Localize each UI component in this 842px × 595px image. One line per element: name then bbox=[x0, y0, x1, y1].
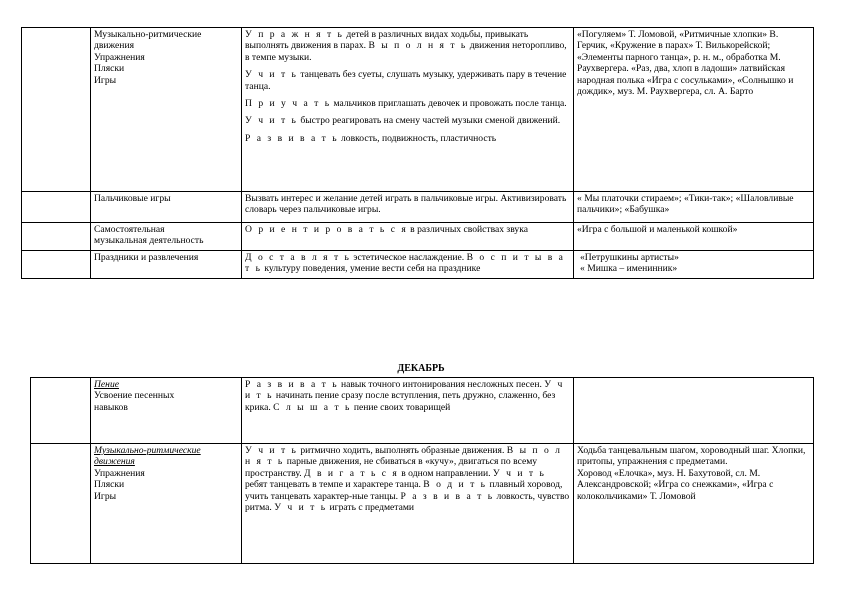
repertoire-text: «Погуляем» Т. Ломовой, «Ритмичные хлопки» В. Герчик, «Кружение в парах» Т. Вилькорейской; «Элементы парного танца», р. н. м., обработка М. Раухвергера. «Раз, два, хлоп в ладоши» латвийская народная полька «Игра с сосульками», «Солнышко и дождик», муз. М. Раухвергера, сл. А. Барто bbox=[577, 29, 794, 98]
emphasized-verb: О р и е н т и р о в а т ь с я bbox=[245, 224, 408, 235]
emphasized-verb: Р а з в и в а т ь bbox=[245, 132, 339, 144]
section-label: музыкальная деятельность bbox=[94, 235, 204, 247]
emphasized-verb: У ч и т ь bbox=[274, 502, 328, 514]
emphasized-verb: У п р а ж н я т ь bbox=[245, 29, 344, 40]
repertoire-text: «Игра с большой и маленькой кошкой» bbox=[577, 224, 738, 235]
section-label: Игры bbox=[94, 490, 117, 502]
section-label: Пляски bbox=[94, 63, 125, 75]
emphasized-verb: У ч и т ь bbox=[245, 115, 298, 127]
tasks-cell bbox=[242, 192, 574, 223]
tasks-cell bbox=[242, 444, 574, 564]
emphasized-verb: П р и у ч а т ь bbox=[245, 98, 332, 110]
section-label: Игры bbox=[94, 74, 117, 86]
task-text: навык точного интонирования несложных песен. bbox=[338, 379, 545, 390]
task-text: ритмично ходить, выполнять образные движения. bbox=[297, 445, 507, 456]
task-text: мальчиков приглашать девочек и провожать после танца. bbox=[331, 98, 567, 110]
table-top bbox=[21, 27, 814, 279]
section-label: Пляски bbox=[94, 479, 125, 491]
repertoire-cell bbox=[574, 251, 814, 279]
section-cell bbox=[91, 251, 242, 279]
table-row bbox=[22, 251, 814, 279]
task-text: детей в различных видах ходьбы, привыкать выполнять движения в парах. bbox=[245, 29, 529, 52]
emphasized-verb: В ы п о л н я т ь bbox=[245, 445, 562, 468]
table-row bbox=[22, 192, 814, 223]
repertoire-cell bbox=[574, 28, 814, 192]
task-text: движения неторопливо, в темпе музыки. bbox=[245, 40, 567, 63]
emphasized-verb: С л ы ш а т ь bbox=[273, 401, 352, 413]
section-title: Пение bbox=[94, 379, 120, 390]
task-text: начинать пение сразу после вступления, петь дружно, слаженно, без крика. bbox=[245, 390, 556, 413]
section-title: Музыкально-ритмические движения bbox=[94, 445, 201, 468]
emphasized-verb: У ч и т ь bbox=[245, 69, 298, 81]
repertoire-text: « Мы платочки стираем»; «Тики-так»; «Шаловливые пальчики»; «Бабушка» bbox=[577, 193, 794, 216]
tasks-cell bbox=[242, 223, 574, 251]
task-text: парные движения, не сбиваться в «кучу», двигаться по всему пространству. bbox=[245, 456, 538, 479]
task-paragraph bbox=[245, 98, 570, 109]
empty-cell bbox=[22, 28, 91, 192]
section-label: Усвоение песенных bbox=[94, 390, 175, 402]
emphasized-verb: В о с п и т ы в а т ь bbox=[245, 252, 565, 275]
task-paragraph bbox=[245, 69, 570, 92]
emphasized-verb: У ч и т ь bbox=[245, 379, 565, 402]
emphasized-verb: Р а з в и в а т ь bbox=[245, 379, 339, 390]
section-label: навыков bbox=[94, 401, 128, 413]
task-text: Вызвать интерес и желание детей играть в пальчиковые игры. Активизировать словарь через пальчиковые игры. bbox=[245, 193, 567, 216]
table-bottom bbox=[30, 377, 814, 564]
emphasized-verb: В о д и т ь bbox=[423, 479, 488, 491]
emphasized-verb: Д о с т а в л я т ь bbox=[245, 252, 351, 263]
section-label: Пальчиковые игры bbox=[94, 193, 171, 204]
emphasized-verb: Д в и г а т ь с я bbox=[304, 467, 399, 479]
repertoire-item: Ходьба танцевальным шагом, хороводный шаг. Хлопки, притопы, упражнения с предметами. bbox=[577, 445, 806, 468]
task-text: эстетическое наслаждение. bbox=[350, 252, 467, 263]
empty-cell bbox=[31, 378, 91, 444]
table-row bbox=[22, 223, 814, 251]
task-text: в одном направлении. bbox=[398, 467, 493, 479]
section-cell bbox=[91, 192, 242, 223]
section-cell bbox=[91, 223, 242, 251]
section-cell bbox=[91, 28, 242, 192]
repertoire-cell bbox=[574, 444, 814, 564]
task-text: танцевать без суеты, слушать музыку, удерживать пару в течение танца. bbox=[245, 69, 567, 92]
task-text: ловкость, подвижность, пластичность bbox=[338, 132, 497, 144]
task-text: играть с предметами bbox=[327, 502, 415, 514]
table-row bbox=[22, 28, 814, 192]
table-row bbox=[31, 444, 814, 564]
section-label: Упражнения bbox=[94, 467, 145, 479]
task-text: в различных свойствах звука bbox=[407, 224, 528, 235]
tasks-cell bbox=[242, 251, 574, 279]
task-text: плавный хоровод, учить танцевать характер-ные танцы. bbox=[245, 479, 563, 502]
task-paragraph bbox=[245, 29, 570, 63]
emphasized-verb: У ч и т ь bbox=[245, 445, 298, 456]
section-label: Упражнения bbox=[94, 51, 145, 63]
task-text: пение своих товарищей bbox=[351, 401, 451, 413]
month-title: ДЕКАБРЬ bbox=[397, 363, 445, 374]
tasks-cell bbox=[242, 28, 574, 192]
empty-cell bbox=[22, 251, 91, 279]
repertoire-item: « Мишка – именинник» bbox=[580, 263, 678, 275]
task-paragraph bbox=[245, 133, 570, 144]
task-text: ребят танцевать в темпе и характере танца. bbox=[245, 479, 424, 491]
section-label: движения bbox=[94, 40, 134, 52]
section-cell bbox=[91, 378, 242, 444]
table-row bbox=[31, 378, 814, 444]
tasks-cell bbox=[242, 378, 574, 444]
empty-cell bbox=[31, 444, 91, 564]
repertoire-cell bbox=[574, 223, 814, 251]
task-text: быстро реагировать на смену частей музыки сменой движений. bbox=[297, 115, 561, 127]
emphasized-verb: Р а з в и в а т ь bbox=[400, 490, 495, 502]
section-label: Музыкально-ритмические bbox=[94, 29, 202, 40]
repertoire-item: «Петрушкины артисты» bbox=[580, 252, 679, 263]
task-text: культуру поведения, умение вести себя на празднике bbox=[261, 263, 481, 275]
section-cell bbox=[91, 444, 242, 564]
repertoire-cell bbox=[574, 192, 814, 223]
task-text: ловкость, чувство ритма. bbox=[245, 490, 570, 514]
repertoire-item: Хоровод «Елочка», муз. Н. Бахутовой, сл. М. Александровской; «Игра со снежками», «Игра с колокольчиками» Т. Ломовой bbox=[577, 467, 774, 502]
task-paragraph bbox=[245, 115, 570, 126]
emphasized-verb: В ы п о л н я т ь bbox=[368, 40, 468, 52]
empty-cell bbox=[22, 223, 91, 251]
section-label: Самостоятельная bbox=[94, 224, 165, 235]
section-label: Праздники и развлечения bbox=[94, 252, 199, 263]
empty-cell bbox=[22, 192, 91, 223]
emphasized-verb: У ч и т ь bbox=[492, 467, 546, 479]
repertoire-cell bbox=[574, 378, 814, 444]
